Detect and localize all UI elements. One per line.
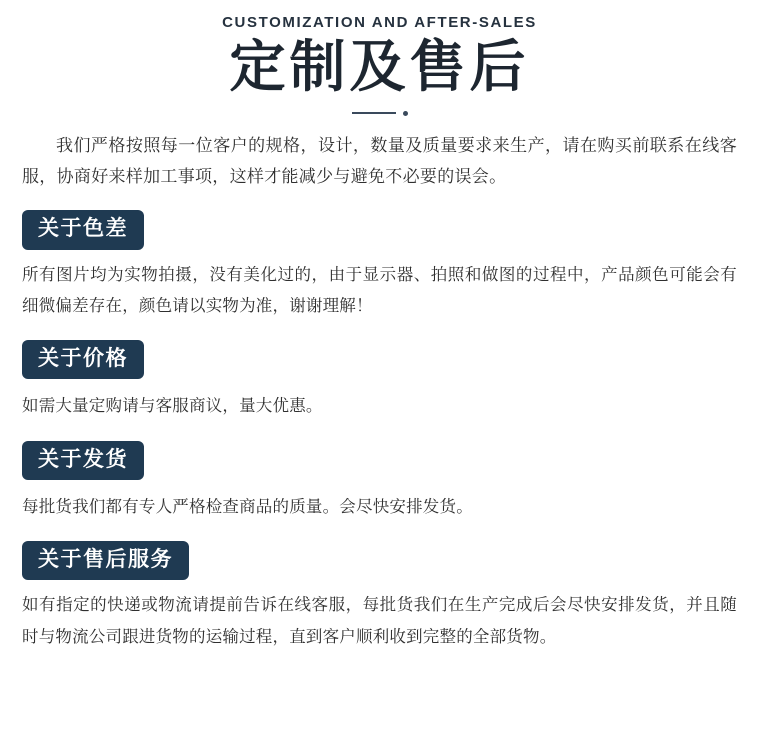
divider-line-icon bbox=[352, 112, 396, 114]
intro-paragraph: 我们严格按照每一位客户的规格，设计，数量及质量要求来生产，请在购买前联系在线客服，协商好来样加工事项，这样才能减少与避免不必要的误会。 bbox=[22, 135, 737, 187]
section-price bbox=[0, 340, 759, 422]
section-label-color-difference: 关于色差 bbox=[22, 210, 144, 249]
divider-ornament bbox=[0, 111, 759, 116]
page-eyebrow: CUSTOMIZATION AND AFTER-SALES bbox=[222, 14, 537, 31]
customization-after-sales-page bbox=[0, 14, 759, 732]
section-label-price: 关于价格 bbox=[22, 340, 144, 379]
section-text-shipping: 每批货我们都有专人严格检查商品的质量。会尽快安排发货。 bbox=[22, 497, 473, 516]
section-shipping bbox=[0, 441, 759, 523]
page-title: 定制及售后 bbox=[229, 35, 530, 100]
section-text-price: 如需大量定购请与客服商议，量大优惠。 bbox=[22, 397, 323, 416]
section-after-sales-service bbox=[0, 541, 759, 653]
section-text-after-sales-service: 如有指定的快递或物流请提前告诉在线客服，每批货我们在生产完成后会尽快安排发货，并且随时与物流公司跟进货物的运输过程，直到客户顺利收到完整的全部货物。 bbox=[22, 596, 737, 646]
section-text-color-difference: 所有图片均为实物拍摄，没有美化过的，由于显示器、拍照和做图的过程中，产品颜色可能会有细微偏差存在，颜色请以实物为准，谢谢理解！ bbox=[22, 265, 737, 315]
divider-dot-icon bbox=[403, 111, 408, 116]
section-color-difference bbox=[0, 210, 759, 322]
section-label-shipping: 关于发货 bbox=[22, 441, 144, 480]
section-label-after-sales-service: 关于售后服务 bbox=[22, 541, 189, 580]
